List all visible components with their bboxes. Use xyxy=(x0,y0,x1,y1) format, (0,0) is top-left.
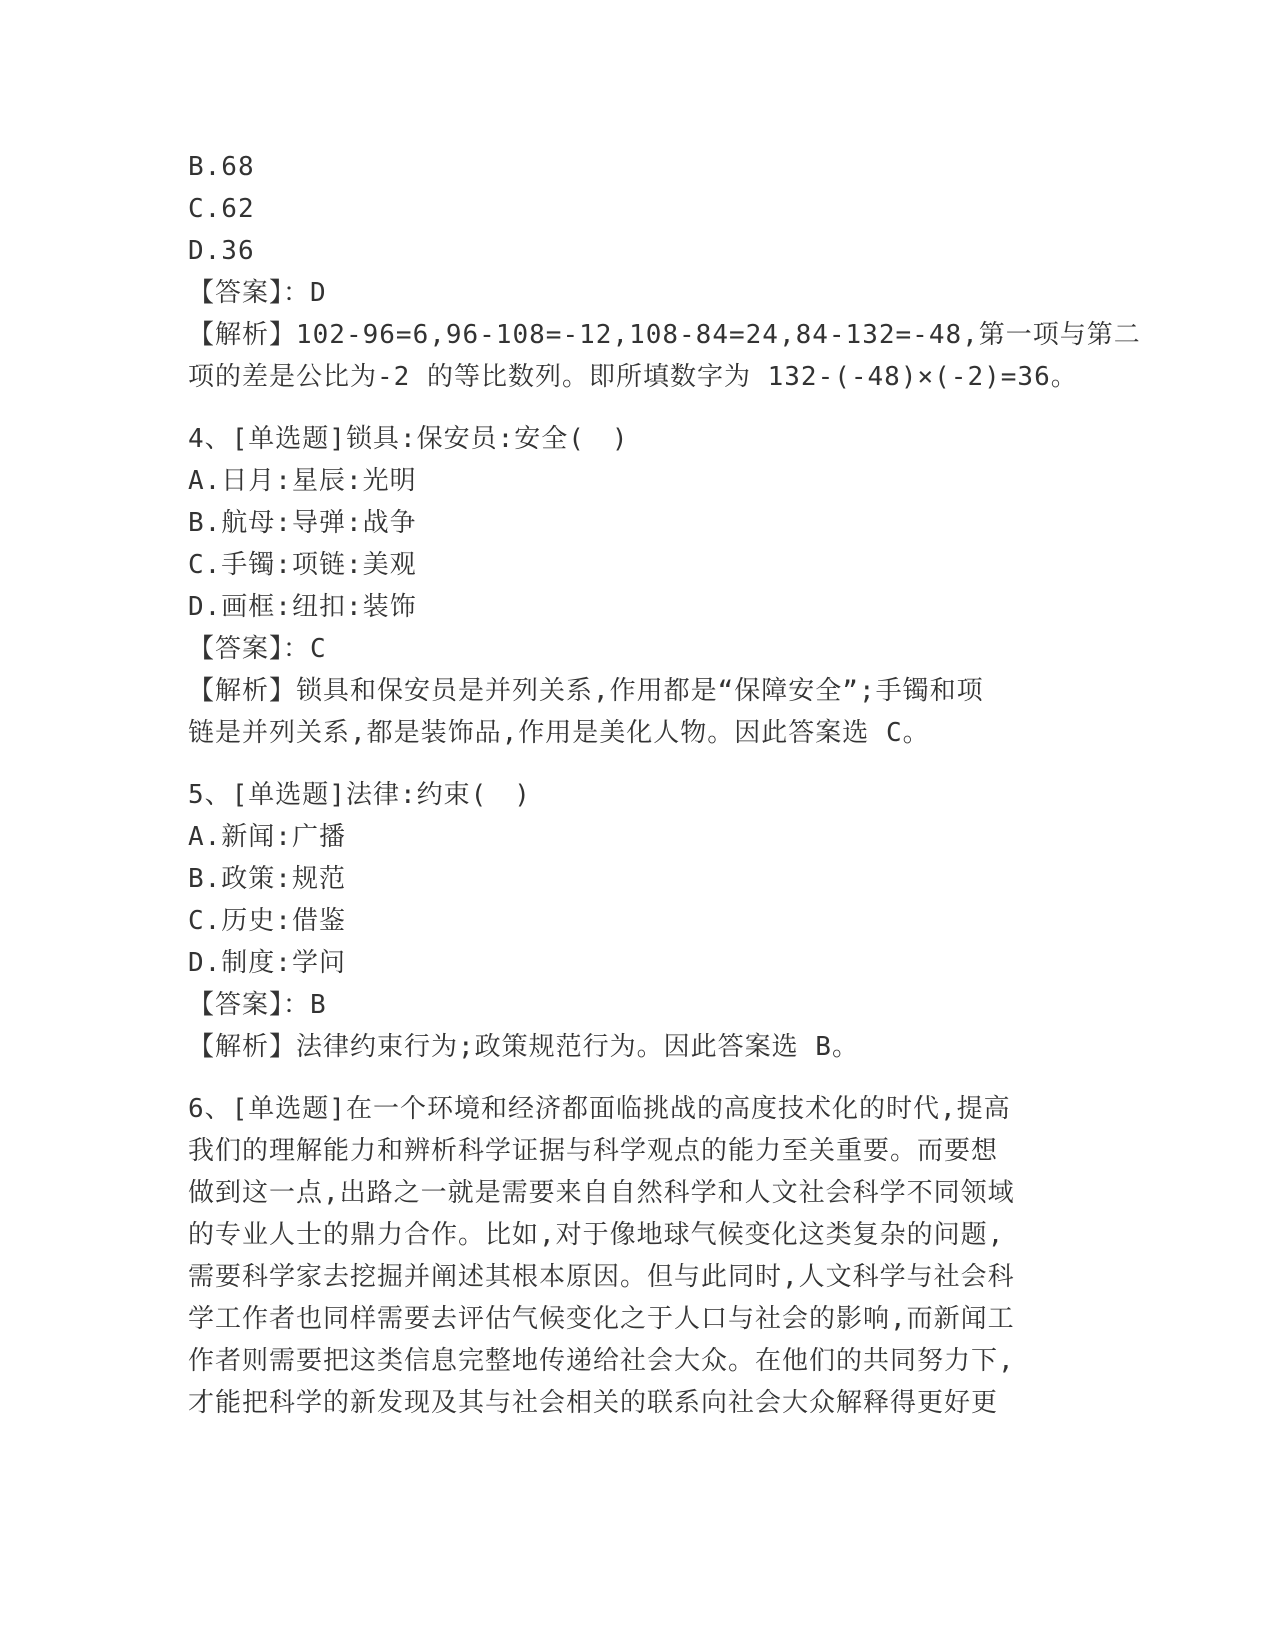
document-page xyxy=(188,146,1141,1424)
question-3-tail xyxy=(188,146,1141,398)
question-stem-line: 学工作者也同样需要去评估气候变化之于人口与社会的影响,而新闻工 xyxy=(188,1304,1015,1334)
question-stem-line: 作者则需要把这类信息完整地传递给社会大众。在他们的共同努力下, xyxy=(188,1346,1015,1376)
question-stem-line: 做到这一点,出路之一就是需要来自自然科学和人文社会科学不同领域 xyxy=(188,1178,1015,1208)
option-b: B.68 xyxy=(188,152,255,182)
answer-line: 【答案】：D xyxy=(188,278,327,308)
analysis-line: 【解析】法律约束行为;政策规范行为。因此答案选 B。 xyxy=(188,1032,859,1062)
option-a: A.新闻:广播 xyxy=(188,822,346,852)
analysis-line: 【解析】102-96=6,96-108=-12,108-84=24,84-132=-48,第一项与第二 xyxy=(188,320,1141,350)
option-c: C.历史:借鉴 xyxy=(188,906,346,936)
answer-line: 【答案】：C xyxy=(188,634,327,664)
option-d: D.画框:纽扣:装饰 xyxy=(188,592,417,622)
spacer xyxy=(188,1068,1088,1088)
question-stem-line: 需要科学家去挖掘并阐述其根本原因。但与此同时,人文科学与社会科 xyxy=(188,1262,1015,1292)
question-stem-line: 我们的理解能力和辨析科学证据与科学观点的能力至关重要。而要想 xyxy=(188,1136,999,1166)
option-a: A.日月:星辰:光明 xyxy=(188,466,417,496)
answer-line: 【答案】：B xyxy=(188,990,327,1020)
option-c: C.62 xyxy=(188,194,255,224)
analysis-line: 项的差是公比为-2 的等比数列。即所填数字为 132-(-48)×(-2)=36。 xyxy=(188,362,1078,392)
question-stem-line: 才能把科学的新发现及其与社会相关的联系向社会大众解释得更好更 xyxy=(188,1388,999,1418)
question-stem-line: 的专业人士的鼎力合作。比如,对于像地球气候变化这类复杂的问题, xyxy=(188,1220,1005,1250)
option-b: B.航母:导弹:战争 xyxy=(188,508,417,538)
question-5 xyxy=(188,774,1088,1068)
option-d: D.36 xyxy=(188,236,255,266)
analysis-line: 链是并列关系,都是装饰品,作用是美化人物。因此答案选 C。 xyxy=(188,718,930,748)
analysis-line: 【解析】锁具和保安员是并列关系,作用都是“保障安全”;手镯和项 xyxy=(188,676,984,706)
question-6 xyxy=(188,1088,1088,1424)
spacer xyxy=(188,398,1088,418)
option-b: B.政策:规范 xyxy=(188,864,346,894)
option-c: C.手镯:项链:美观 xyxy=(188,550,417,580)
spacer xyxy=(188,754,1088,774)
question-stem: 4、[单选题]锁具:保安员:安全( ) xyxy=(188,424,629,454)
question-stem: 5、[单选题]法律:约束( ) xyxy=(188,780,531,810)
question-stem-line: 6、[单选题]在一个环境和经济都面临挑战的高度技术化的时代,提高 xyxy=(188,1094,1011,1124)
option-d: D.制度:学问 xyxy=(188,948,346,978)
question-4 xyxy=(188,418,1088,754)
